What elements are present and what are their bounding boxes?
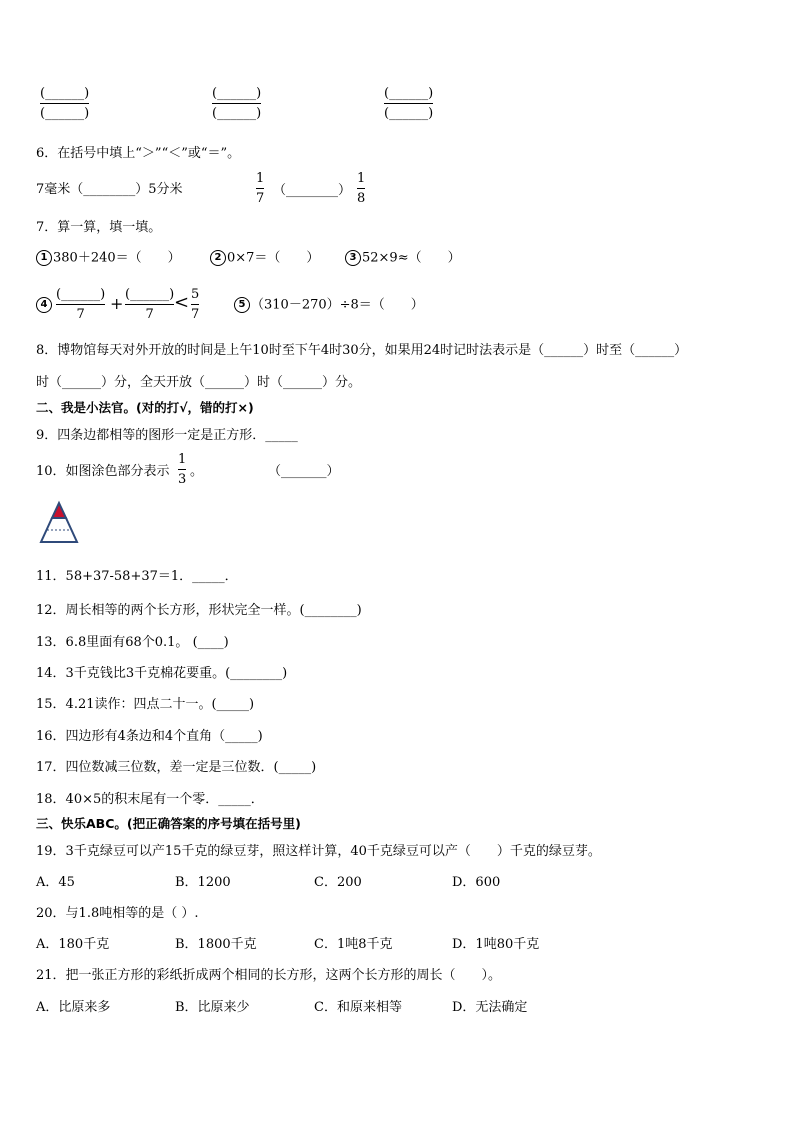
fraction-bar <box>357 188 365 189</box>
numerator: 1 <box>256 171 265 186</box>
question-17[interactable]: 17．四位数减三位数，差一定是三位数．(_____) <box>36 760 317 775</box>
blank-fraction-over-7-a[interactable] <box>56 287 105 322</box>
question-18[interactable]: 18．40×5的积末尾有一个零．_____． <box>36 792 264 807</box>
fraction-bar <box>256 188 264 189</box>
less-than-sign: < <box>174 292 190 313</box>
option-20-a[interactable]: A．180千克 <box>36 937 110 952</box>
option-21-d[interactable]: D．无法确定 <box>452 1000 528 1015</box>
question-6-stem: 6．在括号中填上“＞”“＜”或“＝”。 <box>36 146 241 161</box>
fraction-bar <box>40 103 89 104</box>
question-14[interactable]: 14．3千克钱比3千克棉花要重。(________) <box>36 666 288 681</box>
question-6a[interactable]: 7毫米（________）5分米 <box>36 182 183 197</box>
blank-denominator[interactable]: (______) <box>212 106 262 121</box>
fraction-bar <box>178 469 186 470</box>
question-19-stem: 19．3千克绿豆可以产15千克的绿豆芽，照这样计算，40千克绿豆可以产（ ）千克的绿豆芽。 <box>36 844 601 859</box>
fraction-bar <box>56 304 105 305</box>
item-text: 0×7＝（ ） <box>227 250 320 266</box>
denominator: 7 <box>76 307 85 322</box>
circled-number: 1 <box>36 250 52 266</box>
blank-numerator[interactable]: (______) <box>125 287 175 302</box>
numerator: 1 <box>357 171 366 186</box>
fraction-1-7 <box>256 171 264 206</box>
item-text: 52×9≈（ ） <box>362 250 461 266</box>
question-10-blank[interactable]: （_______） <box>268 464 340 479</box>
item-text: （310－270）÷8＝（ ） <box>251 297 424 313</box>
blank-denominator[interactable]: (______) <box>40 106 90 121</box>
blank-numerator[interactable]: (______) <box>212 86 262 101</box>
option-21-a[interactable]: A．比原来多 <box>36 1000 111 1015</box>
option-19-b[interactable]: B．1200 <box>175 875 231 890</box>
question-9[interactable]: 9．四条边都相等的图形一定是正方形．_____ <box>36 428 298 443</box>
option-20-c[interactable]: C．1吨8千克 <box>314 937 393 952</box>
blank-fraction-2[interactable] <box>212 86 261 121</box>
denominator: 3 <box>178 472 187 487</box>
question-10-text: 10．如图涂色部分表示 <box>36 464 170 479</box>
numerator: 5 <box>191 287 200 302</box>
blank-numerator[interactable]: (______) <box>56 287 106 302</box>
fraction-bar <box>125 304 174 305</box>
circled-number: 4 <box>36 297 52 313</box>
question-7-item-1[interactable] <box>36 250 181 266</box>
question-7-item-5[interactable] <box>234 297 424 313</box>
circled-number: 2 <box>210 250 226 266</box>
section-2-heading: 二、我是小法官。(对的打√，错的打×) <box>36 400 254 415</box>
blank-fraction-over-7-b[interactable] <box>125 287 174 322</box>
fraction-bar <box>384 103 433 104</box>
question-7-item-4-number <box>36 297 53 313</box>
option-19-d[interactable]: D．600 <box>452 875 501 890</box>
option-19-a[interactable]: A．45 <box>36 875 75 890</box>
option-21-b[interactable]: B．比原来少 <box>175 1000 250 1015</box>
option-21-c[interactable]: C．和原来相等 <box>314 1000 402 1015</box>
option-20-b[interactable]: B．1800千克 <box>175 937 257 952</box>
fraction-bar <box>191 304 199 305</box>
trapezoid-shaded-figure <box>36 500 82 546</box>
question-8-line-2[interactable]: 时（______）分，全天开放（______）时（______）分。 <box>36 375 362 390</box>
denominator: 7 <box>191 307 200 322</box>
denominator: 8 <box>357 191 366 206</box>
circled-number: 3 <box>345 250 361 266</box>
blank-fraction-3[interactable] <box>384 86 433 121</box>
question-7-stem: 7．算一算，填一填。 <box>36 220 162 235</box>
question-20-stem: 20．与1.8吨相等的是（ ）. <box>36 906 199 921</box>
blank-fraction-1[interactable] <box>40 86 89 121</box>
fraction-1-8 <box>357 171 365 206</box>
denominator: 7 <box>145 307 154 322</box>
question-21-stem: 21．把一张正方形的彩纸折成两个相同的长方形，这两个长方形的周长（ ）。 <box>36 968 502 983</box>
question-15[interactable]: 15．4.21读作：四点二十一。(_____) <box>36 697 255 712</box>
plus-sign: + <box>110 294 124 313</box>
denominator: 7 <box>256 191 265 206</box>
question-7-item-3[interactable] <box>345 250 461 266</box>
option-19-c[interactable]: C．200 <box>314 875 362 890</box>
item-text: 380＋240＝（ ） <box>53 250 181 266</box>
circled-number: 5 <box>234 297 250 313</box>
question-7-item-2[interactable] <box>210 250 319 266</box>
blank-denominator[interactable]: (______) <box>384 106 434 121</box>
shaded-part <box>52 503 66 518</box>
question-6b-blank[interactable]: （________） <box>273 183 352 198</box>
question-11[interactable]: 11．58+37-58+37＝1．_____． <box>36 569 238 584</box>
fraction-bar <box>212 103 261 104</box>
question-16[interactable]: 16．四边形有4条边和4个直角（_____) <box>36 729 263 744</box>
question-13[interactable]: 13．6.8里面有68个0.1。 (____) <box>36 635 229 650</box>
numerator: 1 <box>178 452 187 467</box>
section-3-heading: 三、快乐ABC。(把正确答案的序号填在括号里) <box>36 816 301 831</box>
question-10-period: 。 <box>190 464 204 479</box>
fraction-5-7 <box>191 287 199 322</box>
blank-numerator[interactable]: (______) <box>40 86 90 101</box>
fraction-1-3 <box>178 452 186 487</box>
blank-numerator[interactable]: (______) <box>384 86 434 101</box>
question-8-line-1[interactable]: 8．博物馆每天对外开放的时间是上午10时至下午4时30分，如果用24时记时法表示是（______）时至（______） <box>36 343 688 358</box>
option-20-d[interactable]: D．1吨80千克 <box>452 937 540 952</box>
question-12[interactable]: 12．周长相等的两个长方形，形状完全一样。(________) <box>36 603 362 618</box>
